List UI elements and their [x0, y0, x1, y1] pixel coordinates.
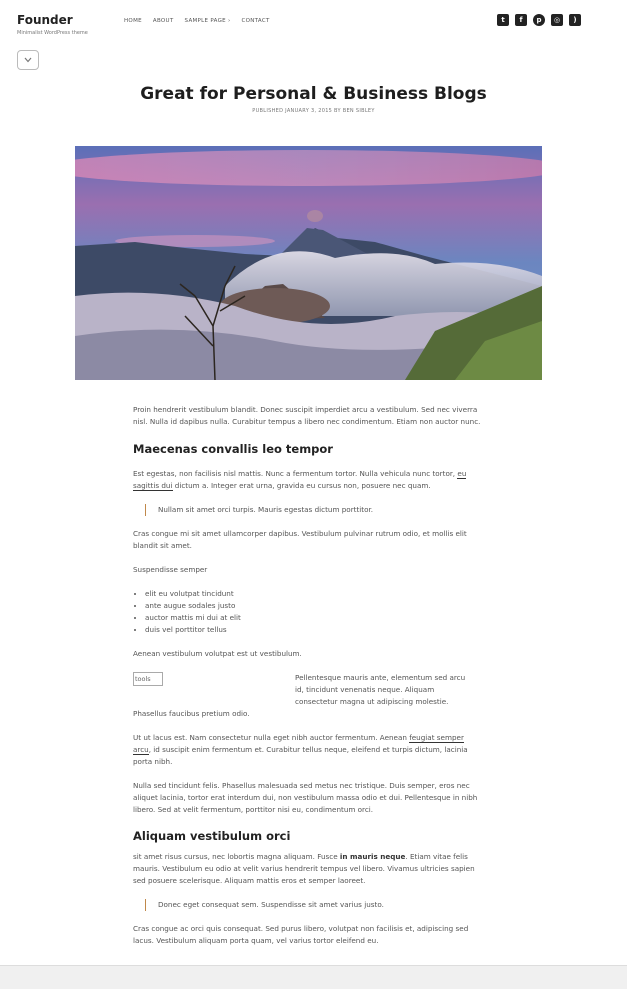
paragraph: Cras congue mi sit amet ullamcorper dapibus. Vestibulum pulvinar rutrum odio, et mollis elit blandit sit amet. — [133, 529, 467, 550]
section-heading: Aliquam vestibulum orci — [133, 829, 291, 843]
site-header — [0, 0, 627, 75]
image-with-text — [133, 672, 483, 722]
paragraph: Suspendisse semper — [133, 565, 208, 574]
blockquote: Nullam sit amet orci turpis. Mauris egestas dictum porttitor. — [145, 504, 483, 516]
primary-nav — [124, 18, 270, 24]
paragraph: Proin hendrerit vestibulum blandit. Donec suscipit imperdiet arcu a vestibulum. Sed nec viverra nisl. Nulla id dapibus nulla. Curabitur tempus a libero nec condimentum. Etiam non auctor nunc. — [133, 405, 481, 426]
bullet-list — [133, 588, 483, 636]
pinterest-icon[interactable]: p — [533, 14, 545, 26]
paragraph: Phasellus faucibus pretium odio. — [133, 709, 250, 718]
paragraph-text: dictum a. Integer erat urna, gravida eu cursus non, posuere nec quam. — [174, 481, 431, 490]
post-content — [133, 404, 483, 947]
post-meta: PUBLISHED JANUARY 3, 2015 BY BEN SIBLEY — [252, 108, 375, 114]
nav-item-sample-page[interactable]: SAMPLE PAGE › — [184, 18, 231, 24]
menu-toggle-button[interactable] — [17, 50, 39, 70]
rss-icon[interactable]: ) — [569, 14, 581, 26]
paragraph — [133, 468, 483, 492]
paragraph: Cras congue ac orci quis consequat. Sed purus libero, volutpat non facilisis et, adipiscing sed lacus. Vestibulum aliquam porta quam, vel varius tortor eleifend eu. — [133, 924, 469, 945]
paragraph — [133, 732, 483, 768]
list-item: • elit eu volutpat tincidunt — [145, 588, 483, 600]
facebook-icon[interactable]: f — [515, 14, 527, 26]
featured-image — [75, 146, 542, 380]
nav-item-home[interactable]: HOME — [124, 18, 142, 24]
list-item: • auctor mattis mi dui at elit — [145, 612, 483, 624]
social-icons — [497, 14, 581, 26]
bottom-bar — [0, 965, 627, 989]
blockquote: Donec eget consequat sem. Suspendisse sit amet varius justo. — [145, 899, 483, 911]
paragraph: Nulla sed tincidunt felis. Phasellus malesuada sed metus nec tristique. Duis semper, eros nec aliquet lacinia, tortor erat interdum dui, non vestibulum massa odio et dui. Pellentesque in nibh libero. Sed at velit fermentum, porttitor nisi eu, condimentum orci. — [133, 781, 478, 814]
inline-link[interactable]: eu sagittis dui — [133, 469, 467, 490]
paragraph-text: , id suscipit enim fermentum et. Curabitur tellus neque, eleifend et turpis dictum, lacinia porta nibh. — [133, 745, 468, 766]
paragraph-text: . Etiam vitae felis mauris. Vestibulum eu odio at velit varius hendrerit tempus vel libero. Vivamus ultricies sapien sed posuere scelerisque. Aliquam mattis eros et semper laoreet. — [133, 852, 475, 885]
site-tagline: Minimalist WordPress theme — [17, 30, 88, 36]
inline-link[interactable]: feugiat semper arcu — [133, 733, 464, 754]
broken-image: tools — [133, 672, 163, 686]
site-title[interactable]: Founder — [17, 13, 73, 27]
chevron-down-icon — [24, 57, 32, 63]
paragraph: Pellentesque mauris ante, elementum sed arcu id, tincidunt venenatis neque. Aliquam consectetur magna ut adipiscing molestie. — [295, 673, 466, 706]
section-heading: Maecenas convallis leo tempor — [133, 442, 333, 456]
nav-item-about[interactable]: ABOUT — [152, 18, 174, 24]
paragraph-text: Ut ut lacus est. Nam consectetur nulla eget nibh auctor fermentum. Aenean — [133, 733, 407, 742]
paragraph-text: Est egestas, non facilisis nisl mattis. Nunc a fermentum tortor. Nulla vehicula nunc tortor, — [133, 469, 456, 478]
instagram-icon[interactable]: ◎ — [551, 14, 563, 26]
nav-item-contact[interactable]: CONTACT — [241, 18, 270, 24]
list-item: • duis vel porttitor tellus — [145, 624, 483, 636]
twitter-icon[interactable]: t — [497, 14, 509, 26]
paragraph: Aenean vestibulum volutpat est ut vestibulum. — [133, 649, 302, 658]
bold-text: in mauris neque — [339, 852, 406, 861]
paragraph-text: sit amet risus cursus, nec lobortis magna aliquam. Fusce — [133, 852, 338, 861]
list-item: • ante augue sodales justo — [145, 600, 483, 612]
paragraph — [133, 851, 483, 887]
post-title: Great for Personal & Business Blogs — [140, 84, 487, 104]
volcano-landscape-image — [75, 146, 542, 380]
